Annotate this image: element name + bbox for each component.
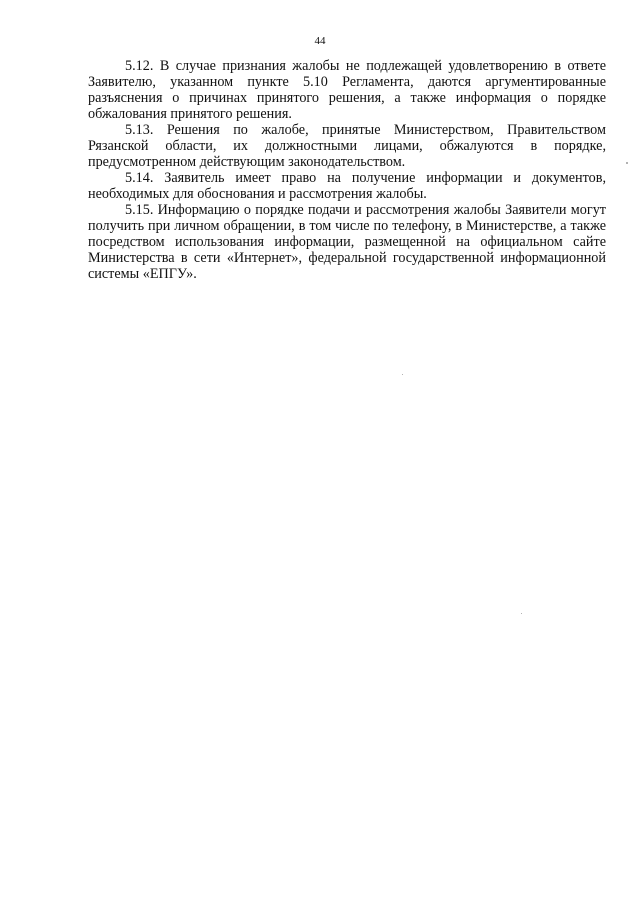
paragraph-5-12: 5.12. В случае признания жалобы не подлежащей удовлетворению в ответе Заявителю, указанном пункте 5.10 Регламента, даются аргументированные разъяснения о причинах принятого решения, а также информация о порядке обжалования принятого решения. [88,58,606,122]
paragraph-5-13: 5.13. Решения по жалобе, принятые Министерством, Правительством Рязанской области, их должностными лицами, обжалуются в порядке, предусмотренном действующим законодательством. [88,122,606,170]
page-number: 44 [314,35,326,47]
scan-speck [402,374,403,375]
document-body [88,58,606,282]
scan-speck [626,162,628,164]
paragraph-5-14: 5.14. Заявитель имеет право на получение информации и документов, необходимых для обоснования и рассмотрения жалобы. [88,170,606,202]
scan-speck [521,613,522,614]
paragraph-5-15: 5.15. Информацию о порядке подачи и рассмотрения жалобы Заявители могут получить при личном обращении, в том числе по телефону, в Министерстве, а также посредством использования информации, размещенной на официальном сайте Министерства в сети «Интернет», федеральной государственной информационной системы «ЕПГУ». [88,202,606,282]
